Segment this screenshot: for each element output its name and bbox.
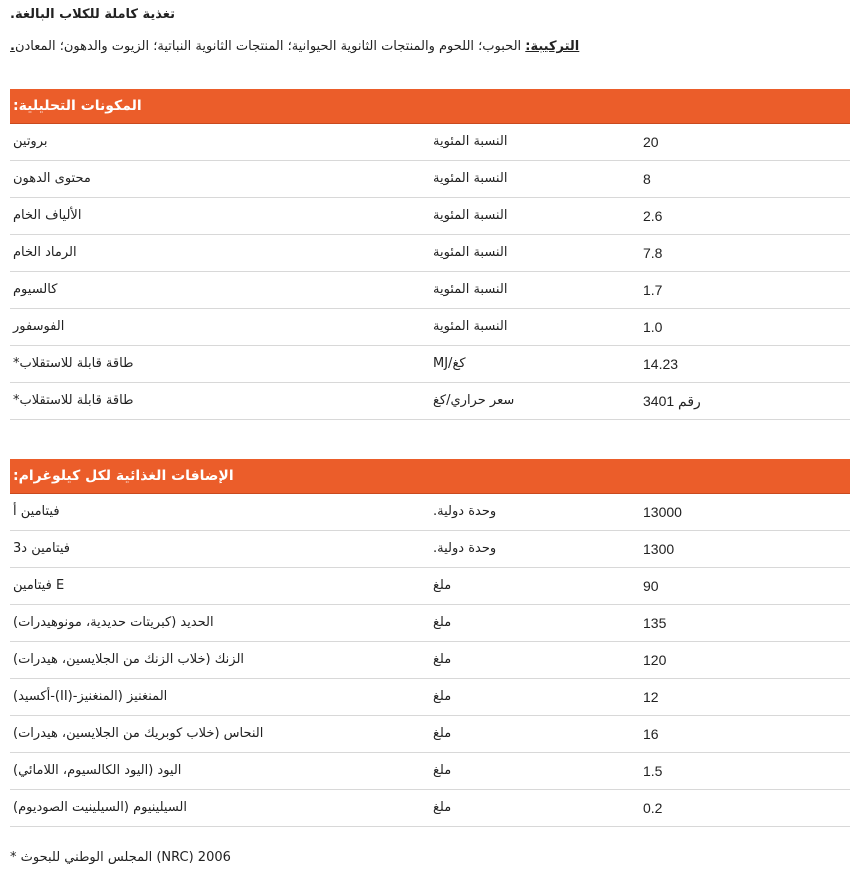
row-value: 16 [643, 726, 659, 742]
table-row [10, 494, 850, 531]
row-unit: النسبة المئوية [433, 245, 508, 260]
row-unit: ملغ [433, 763, 452, 778]
table-row [10, 235, 850, 272]
nutritional-additives-header: :الإضافات الغذائية لكل كيلوغرام [10, 459, 850, 494]
row-value: 8 [643, 171, 651, 187]
row-unit: النسبة المئوية [433, 319, 508, 334]
row-name: محتوى الدهون [13, 171, 91, 186]
row-value: 14.23 [643, 356, 679, 372]
row-unit: النسبة المئوية [433, 134, 508, 149]
row-unit: سعر حراري/كغ [433, 393, 515, 408]
row-unit: ملغ [433, 800, 452, 815]
row-value: 13000 [643, 504, 682, 520]
table-row [10, 309, 850, 346]
row-unit: .وحدة دولية [433, 541, 497, 556]
row-value: 1.7 [643, 282, 663, 298]
analytical-constituents-table [10, 89, 850, 420]
analytical-constituents-header: :المكونات التحليلية [10, 89, 850, 124]
table-row [10, 753, 850, 790]
row-unit: ملغ [433, 615, 452, 630]
row-name: الألياف الخام [13, 208, 82, 223]
row-name: السيلينيوم (السيلينيت الصوديوم) [13, 800, 188, 815]
row-value: 90 [643, 578, 659, 594]
row-value: 135 [643, 615, 667, 631]
table-row [10, 790, 850, 827]
row-value: 12 [643, 689, 659, 705]
row-value: 1.5 [643, 763, 663, 779]
row-unit: ملغ [433, 726, 452, 741]
row-unit: ملغ [433, 652, 452, 667]
row-name: كالسيوم [13, 282, 58, 297]
row-unit: ملغ [433, 578, 452, 593]
table-row [10, 198, 850, 235]
row-unit: النسبة المئوية [433, 208, 508, 223]
row-value: 120 [643, 652, 667, 668]
intro [10, 0, 850, 56]
row-name: فيتامين E [13, 578, 65, 593]
row-name: الرماد الخام [13, 245, 77, 260]
row-name: *طاقة قابلة للاستقلاب [13, 356, 134, 371]
row-name: الفوسفور [13, 319, 65, 334]
row-value: 20 [643, 134, 659, 150]
row-value: 1.0 [643, 319, 663, 335]
row-unit: النسبة المئوية [433, 171, 508, 186]
row-value: 1300 [643, 541, 675, 557]
row-value: 7.8 [643, 245, 663, 261]
composition-text: الحبوب؛ اللحوم والمنتجات الثانوية الحيوانية؛ المنتجات الثانوية النباتية؛ الزيوت والدهون؛ المعادن [14, 39, 526, 54]
row-name: فيتامين أ [13, 504, 60, 519]
row-unit: ملغ [433, 689, 452, 704]
row-value: 2.6 [643, 208, 663, 224]
row-name: الزنك (خلاب الزنك من الجلايسين، هيدرات) [13, 652, 245, 667]
row-unit: MJ/كغ [433, 356, 466, 371]
table-row [10, 161, 850, 198]
table-row [10, 605, 850, 642]
footnote: * المجلس الوطني للبحوث (NRC) 2006 [10, 850, 231, 865]
row-name: *طاقة قابلة للاستقلاب [13, 393, 134, 408]
row-name: بروتين [13, 134, 48, 149]
row-unit: النسبة المئوية [433, 282, 508, 297]
row-name: الحديد (كبريتات حديدية، مونوهيدرات) [13, 615, 214, 630]
composition-label: .التركيبة: [10, 39, 580, 54]
table-row [10, 568, 850, 605]
row-name: اليود (اليود الكالسيوم، اللامائي) [13, 763, 182, 778]
table-row [10, 272, 850, 309]
table-row [10, 716, 850, 753]
table-row [10, 124, 850, 161]
row-name: فيتامين د3 [13, 541, 71, 556]
nutritional-additives-table [10, 459, 850, 827]
row-unit: .وحدة دولية [433, 504, 497, 519]
table-row [10, 346, 850, 383]
row-value: 0.2 [643, 800, 663, 816]
table-row [10, 531, 850, 568]
composition [10, 38, 850, 56]
table-row [10, 383, 850, 420]
table-row [10, 642, 850, 679]
row-name: النحاس (خلاب كوبريك من الجلايسين، هيدرات) [13, 726, 264, 741]
row-name: (أكسيد-(II)-المنغنيز) المنغنيز [13, 689, 168, 704]
table-row [10, 679, 850, 716]
row-value: رقم 3401 [643, 393, 701, 409]
product-title: .تغذية كاملة للكلاب البالغة [10, 7, 176, 22]
